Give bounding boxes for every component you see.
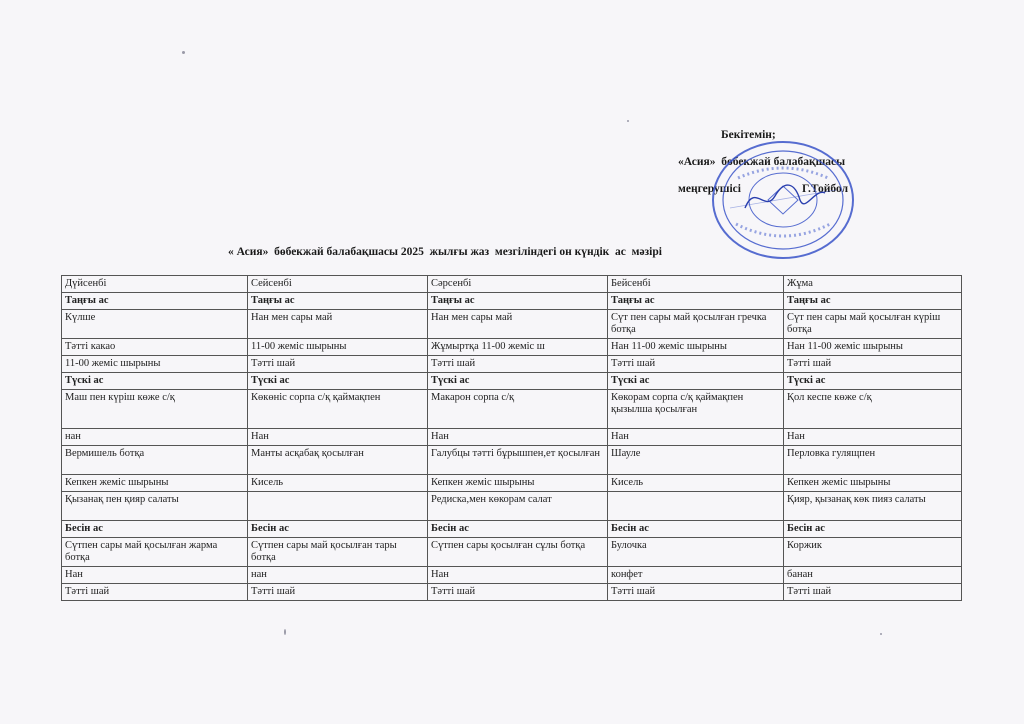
menu-cell: Тәтті шай [248,584,428,601]
day-header: Бейсенбі [608,276,784,293]
meal-header: Таңғы ас [248,293,428,310]
menu-cell: Кепкен жеміс шырыны [62,475,248,492]
menu-cell: Нан [428,567,608,584]
menu-cell: Перловка гулящпен [784,446,962,475]
menu-cell [248,492,428,521]
menu-cell: нан [62,429,248,446]
menu-cell: 11-00 жеміс шырыны [248,339,428,356]
table-row [62,538,962,567]
menu-cell: Кисель [608,475,784,492]
meal-header: Таңғы ас [428,293,608,310]
table-row [62,475,962,492]
menu-cell: Нан [784,429,962,446]
table-row [62,429,962,446]
table-row [62,567,962,584]
menu-cell: Қияр, қызанақ көк пияз салаты [784,492,962,521]
menu-cell: Макарон сорпа с/қ [428,390,608,429]
menu-cell: Қызанақ пен қияр салаты [62,492,248,521]
menu-cell: Нан [62,567,248,584]
menu-cell: Сүт пен сары май қосылған гречка ботқа [608,310,784,339]
menu-cell: банан [784,567,962,584]
meal-header: Түскі ас [62,373,248,390]
scan-speck [284,629,286,635]
meal-header: Таңғы ас [62,293,248,310]
day-header: Жұма [784,276,962,293]
scan-speck [627,120,629,122]
table-row [62,390,962,429]
meal-header: Түскі ас [784,373,962,390]
scan-speck [880,633,882,635]
menu-cell: Шауле [608,446,784,475]
meal-header: Бесін ас [248,521,428,538]
signature [740,178,830,218]
menu-cell: Вермишель ботқа [62,446,248,475]
menu-cell: Кепкен жеміс шырыны [428,475,608,492]
document-title: « Асия» бөбекжай балабақшасы 2025 жылғы жаз мезгіліндегі он күндік ас мәзірі [228,246,662,258]
approval-position: меңгерушісі [678,183,741,195]
menu-cell: Сүтпен сары май қосылған жарма ботқа [62,538,248,567]
table-row [62,446,962,475]
menu-cell: Манты асқабақ қосылған [248,446,428,475]
menu-cell: Нан мен сары май [248,310,428,339]
menu-cell: конфет [608,567,784,584]
meal-header: Бесін ас [428,521,608,538]
breakfast-header-row [62,293,962,310]
menu-cell: Көкорам сорпа с/қ қаймақпен қызылша қосылған [608,390,784,429]
menu-cell: Қол кеспе көже с/қ [784,390,962,429]
approval-name: Г.Тойбол [802,183,849,195]
table-row [62,492,962,521]
approval-heading: Бекітемін; [721,129,776,141]
menu-cell: Тәтті шай [608,356,784,373]
scan-speck [182,51,185,54]
menu-cell: Кисель [248,475,428,492]
menu-cell: Тәтті шай [784,356,962,373]
menu-cell: Нан мен сары май [428,310,608,339]
meal-header: Бесін ас [784,521,962,538]
meal-header: Таңғы ас [784,293,962,310]
meal-header: Түскі ас [608,373,784,390]
menu-cell: Көкөніс сорпа с/қ қаймақпен [248,390,428,429]
menu-cell: Тәтті шай [62,584,248,601]
menu-cell: Сүт пен сары май қосылған күріш ботқа [784,310,962,339]
menu-cell: Нан [608,429,784,446]
menu-cell: Галубцы тәтті бұрышпен,ет қосылған [428,446,608,475]
snack-header-row [62,521,962,538]
menu-cell: Жұмыртқа 11-00 жеміс ш [428,339,608,356]
table-row [62,339,962,356]
menu-cell: Коржик [784,538,962,567]
day-header: Сәрсенбі [428,276,608,293]
day-header: Сейсенбі [248,276,428,293]
menu-cell: Тәтті шай [784,584,962,601]
menu-cell: Тәтті шай [428,584,608,601]
day-header: Дүйсенбі [62,276,248,293]
menu-cell: Тәтті какао [62,339,248,356]
menu-cell [608,492,784,521]
meal-header: Бесін ас [62,521,248,538]
menu-cell: Тәтті шай [248,356,428,373]
table-row [62,584,962,601]
menu-cell: Нан [428,429,608,446]
menu-cell: Булочка [608,538,784,567]
menu-cell: Нан [248,429,428,446]
menu-cell: нан [248,567,428,584]
approval-block [0,0,1024,260]
table-row [62,310,962,339]
meal-header: Бесін ас [608,521,784,538]
meal-header: Түскі ас [428,373,608,390]
lunch-header-row [62,373,962,390]
menu-cell: Нан 11-00 жеміс шырыны [608,339,784,356]
meal-header: Таңғы ас [608,293,784,310]
menu-table [61,275,962,601]
menu-cell: Маш пен күріш көже с/қ [62,390,248,429]
days-header-row [62,276,962,293]
menu-cell: 11-00 жеміс шырыны [62,356,248,373]
menu-cell: Тәтті шай [608,584,784,601]
menu-cell: Кепкен жеміс шырыны [784,475,962,492]
table-row [62,356,962,373]
menu-cell: Тәтті шай [428,356,608,373]
meal-header: Түскі ас [248,373,428,390]
menu-cell: Редиска,мен көкорам салат [428,492,608,521]
menu-cell: Сүтпен сары қосылған сұлы ботқа [428,538,608,567]
menu-cell: Сүтпен сары май қосылған тары ботқа [248,538,428,567]
approval-organization: «Асия» бөбекжай балабақшасы [678,156,846,168]
menu-cell: Нан 11-00 жеміс шырыны [784,339,962,356]
menu-cell: Күлше [62,310,248,339]
